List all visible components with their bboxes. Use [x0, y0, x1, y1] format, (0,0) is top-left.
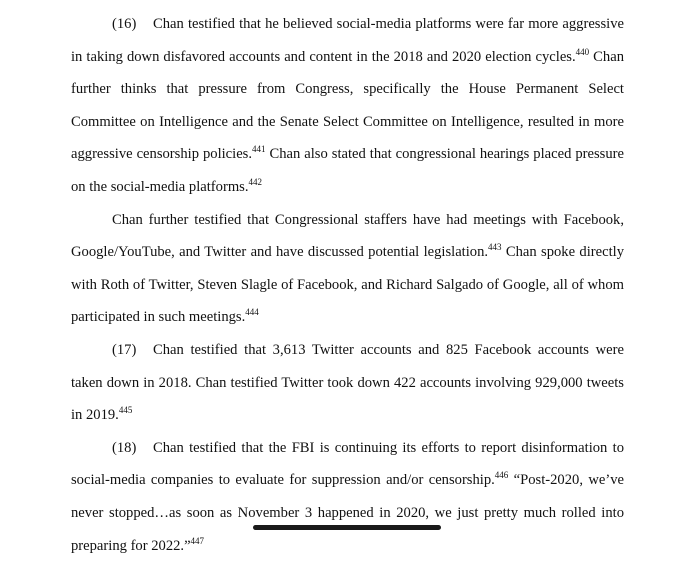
paragraph-16: [71, 8, 624, 204]
document-body: [71, 8, 624, 562]
paragraph-16-continued: [71, 204, 624, 334]
paragraph-text: Chan testified that he believed social-media platforms were far more aggressive in taking down disfavored accounts and content in the 2018 and 2020 election cycles.: [71, 16, 624, 65]
footnote-ref-443[interactable]: 443: [488, 242, 502, 253]
footnote-ref-444[interactable]: 444: [245, 307, 259, 318]
paragraph-number: (16): [112, 16, 137, 32]
footnote-ref-446[interactable]: 446: [494, 470, 509, 481]
paragraph-text: Chan further testified that Congressional staffers have had meetings with Facebook, Google/YouTube, and Twitter and have discussed potential legislation.: [71, 211, 624, 261]
footnote-ref-447[interactable]: 447: [190, 535, 205, 546]
paragraph-number: (17): [112, 341, 137, 358]
paragraph-text: “Post-2020, we’ve never stopped…as soon as November 3 happened in 2020, we just pretty much rolled into preparing for 2022.”: [71, 472, 624, 554]
footnote-ref-442[interactable]: 442: [248, 176, 263, 187]
paragraph-text: Chan spoke directly with Roth of Twitter, Steven Slagle of Facebook, and Richard Salgado of Google, all of whom participated in such meetings.: [71, 244, 624, 326]
paragraph-text: Chan also stated that congressional hearings placed pressure on the social-media platforms.: [71, 146, 624, 195]
footnote-ref-440[interactable]: 440: [575, 46, 590, 57]
paragraph-number: (18): [112, 439, 137, 456]
paragraph-17: [71, 334, 624, 432]
footnote-ref-441[interactable]: 441: [252, 144, 266, 155]
paragraph-18: [71, 432, 624, 562]
paragraph-text: Chan further thinks that pressure from Congress, specifically the House Permanent Select Committee on Intelligence and the Senate Select Committee on Intelligence, resulted in more aggressive censorship policies.: [71, 48, 624, 163]
paragraph-text: Chan testified that the FBI is continuing its efforts to report disinformation to social-media companies to evaluate for suppression and/or censorship.: [71, 439, 624, 489]
footnote-ref-445[interactable]: 445: [118, 405, 133, 416]
paragraph-text: Chan testified that 3,613 Twitter accounts and 825 Facebook accounts were taken down in 2018. Chan testified Twitter took down 422 accounts involving 929,000 tweets in 2019.: [71, 341, 624, 424]
home-indicator-bar[interactable]: [253, 525, 441, 530]
